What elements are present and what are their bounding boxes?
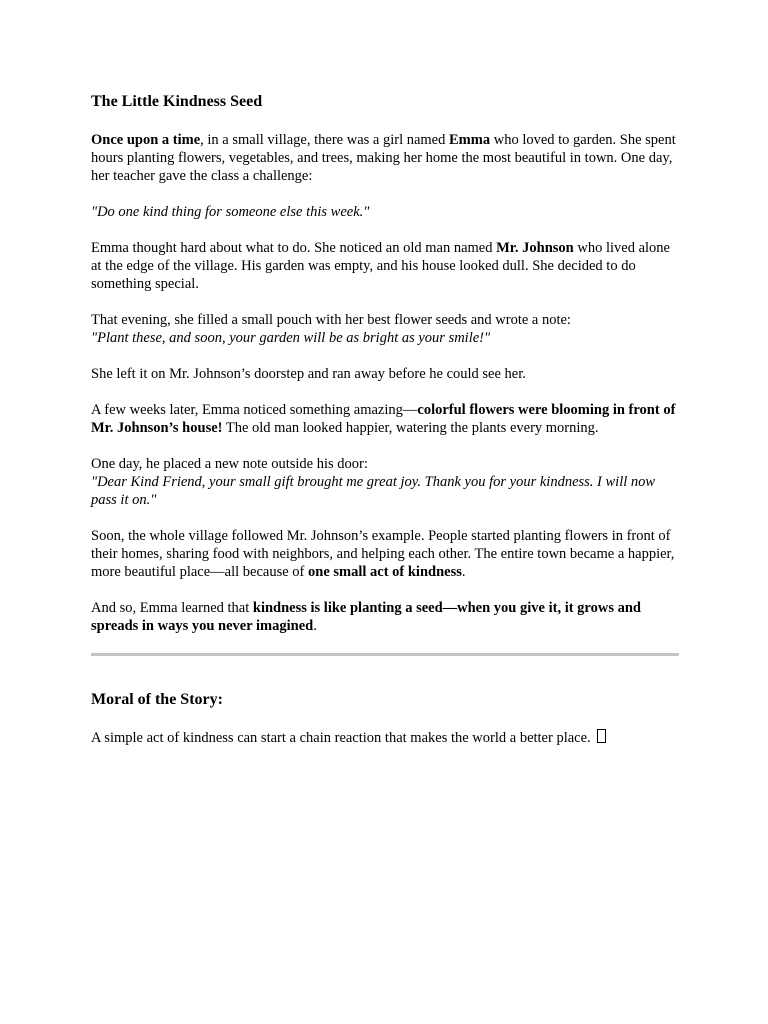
italic-quote: "Plant these, and soon, your garden will be as bright as your smile!" bbox=[91, 330, 491, 346]
note-intro: That evening, she filled a small pouch with her best flower seeds and wrote a note: bbox=[91, 312, 571, 328]
italic-quote: "Dear Kind Friend, your small gift brought me great joy. Thank you for your kindness. I will now pass it on." bbox=[91, 474, 656, 508]
paragraph-intro bbox=[91, 131, 679, 185]
text-run: A few weeks later, Emma noticed something amazing— bbox=[91, 402, 418, 418]
text-run: Soon, the whole village followed Mr. Johnson’s example. People started planting flowers in front of their homes, sharing food with neighbors, and helping each other. The entire town became a happier, more beautiful place—all because of bbox=[91, 528, 675, 580]
bold-name-mr-johnson: Mr. Johnson bbox=[496, 240, 574, 256]
bold-phrase: colorful flowers were blooming in front of Mr. Johnson’s house! bbox=[91, 402, 676, 436]
paragraph-mr-johnson bbox=[91, 239, 679, 293]
bold-name-emma: Emma bbox=[449, 132, 491, 148]
story-title: The Little Kindness Seed bbox=[91, 93, 263, 110]
bold-phrase: Once upon a time bbox=[91, 132, 201, 148]
italic-quote: "Do one kind thing for someone else this week." bbox=[91, 204, 370, 220]
text-run: who lived alone at the edge of the village. His garden was empty, and his house looked dull. She decided to do something special. bbox=[91, 240, 670, 292]
text-run: . bbox=[313, 618, 317, 634]
moral-heading: Moral of the Story: bbox=[91, 691, 223, 708]
text-run: A simple act of kindness can start a chain reaction that makes the world a better place. bbox=[91, 730, 595, 746]
document-page bbox=[91, 90, 679, 765]
paragraph-flowers bbox=[91, 401, 679, 437]
paragraph-village bbox=[91, 527, 679, 581]
paragraph-lesson bbox=[91, 599, 679, 635]
paragraph-note bbox=[91, 311, 679, 347]
text-run: , in a small village, there was a girl named bbox=[200, 132, 449, 148]
bold-phrase: kindness is like planting a seed—when you give it, it grows and spreads in ways you never imagined bbox=[91, 600, 641, 634]
teacher-quote bbox=[91, 203, 679, 221]
door-note-intro: One day, he placed a new note outside his door: bbox=[91, 456, 368, 472]
section-divider bbox=[91, 653, 679, 656]
note-quote bbox=[91, 329, 679, 347]
missing-glyph-box-icon bbox=[597, 729, 606, 743]
text-run: who loved to garden. She spent hours planting flowers, vegetables, and trees, making her home the most beautiful in town. One day, her teacher gave the class a challenge: bbox=[91, 132, 676, 184]
moral-text bbox=[91, 729, 679, 747]
text-run: . bbox=[461, 564, 466, 580]
text-run: And so, Emma learned that bbox=[91, 600, 253, 616]
paragraph-thank-you-note bbox=[91, 455, 679, 509]
bold-phrase: one small act of kindness bbox=[308, 564, 462, 580]
text-run: The old man looked happier, watering the plants every morning. bbox=[222, 420, 599, 436]
door-note-quote bbox=[91, 473, 679, 509]
paragraph-doorstep: She left it on Mr. Johnson’s doorstep and ran away before he could see her. bbox=[91, 366, 526, 382]
text-run: Emma thought hard about what to do. She noticed an old man named bbox=[91, 240, 497, 256]
